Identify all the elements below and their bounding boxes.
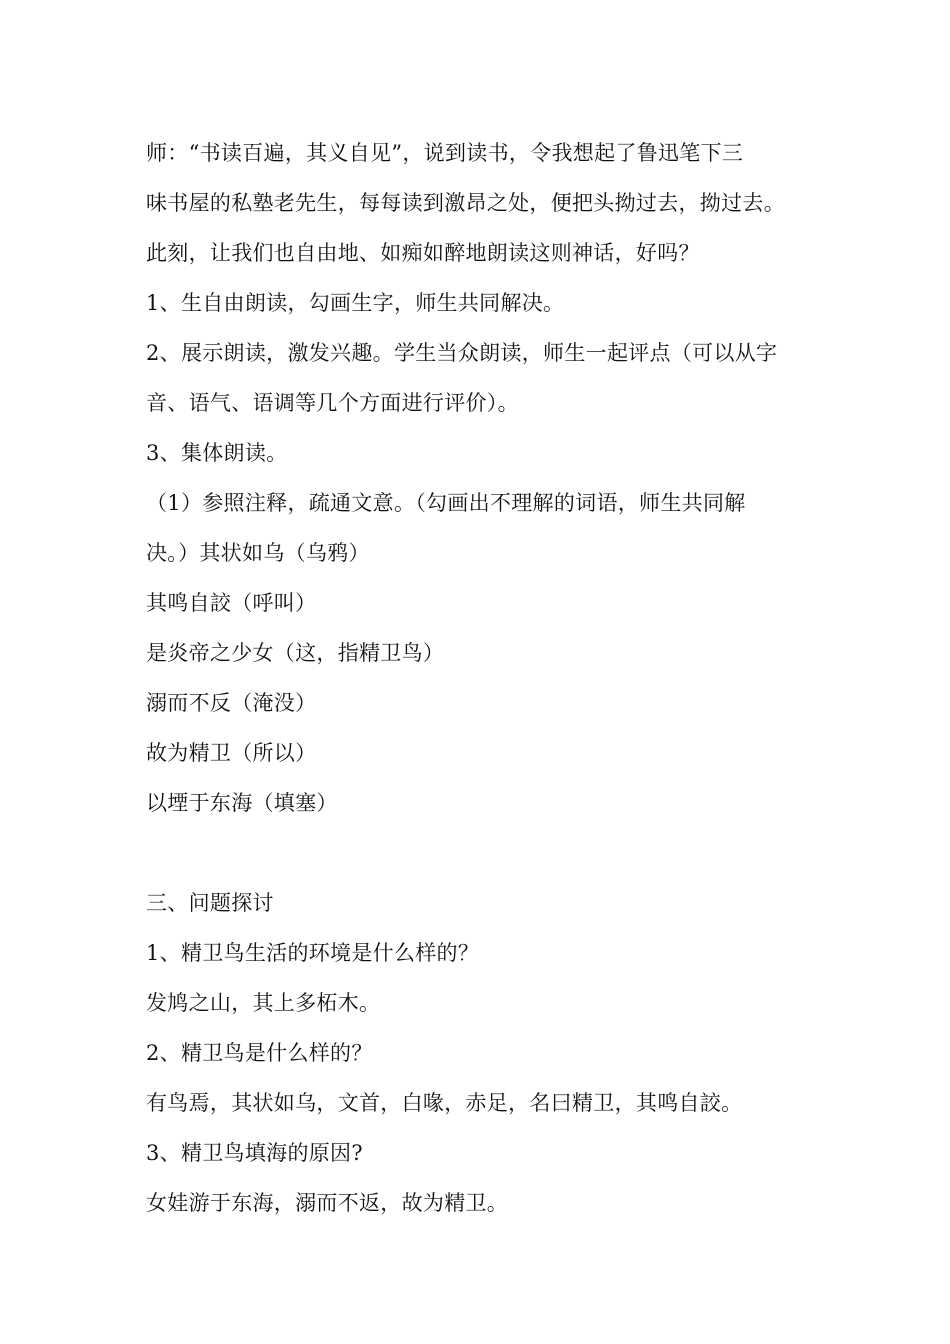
paragraph-line: 师：“书读百遍，其义自见”，说到读书，令我想起了鲁迅笔下三 [146,141,744,165]
section-spacer [146,828,810,878]
question-item: 1、精卫鸟生活的环境是什么样的？ [146,941,480,965]
section-heading: 三、问题探讨 [146,891,274,915]
document-body [146,128,810,1228]
paragraph-line: 此刻，让我们也自由地、如痴如醉地朗读这则神话，好吗？ [146,241,700,265]
list-item: 2、展示朗读，激发兴趣。学生当众朗读，师生一起评点（可以从字 [146,341,778,365]
list-item: 1、生自由朗读，勾画生字，师生共同解决。 [146,291,565,315]
vocab-item: 以堙于东海（填塞） [146,791,338,815]
list-item: 3、集体朗读。 [146,441,288,465]
answer-line: 发鸠之山，其上多柘木。 [146,991,381,1015]
answer-line: 女娃游于东海，溺而不返，故为精卫。 [146,1191,509,1215]
vocab-item: 是炎帝之少女（这，指精卫鸟） [146,641,445,665]
paragraph-line: 音、语气、语调等几个方面进行评价）。 [146,391,519,415]
vocab-item: 溺而不反（淹没） [146,691,317,715]
vocab-item: 故为精卫（所以） [146,741,317,765]
answer-line: 有鸟焉，其状如乌，文首，白喙，赤足，名曰精卫，其鸣自詨。 [146,1091,743,1115]
question-item: 2、精卫鸟是什么样的？ [146,1041,373,1065]
sub-list-item: （1）参照注释，疏通文意。（勾画出不理解的词语，师生共同解 [146,491,746,515]
paragraph-line: 决。）其状如乌（乌鸦） [146,541,370,565]
paragraph-line: 味书屋的私塾老先生，每每读到激昂之处，便把头拗过去，拗过去。 [146,191,785,215]
vocab-item: 其鸣自詨（呼叫） [146,591,317,615]
question-item: 3、精卫鸟填海的原因? [146,1141,363,1165]
